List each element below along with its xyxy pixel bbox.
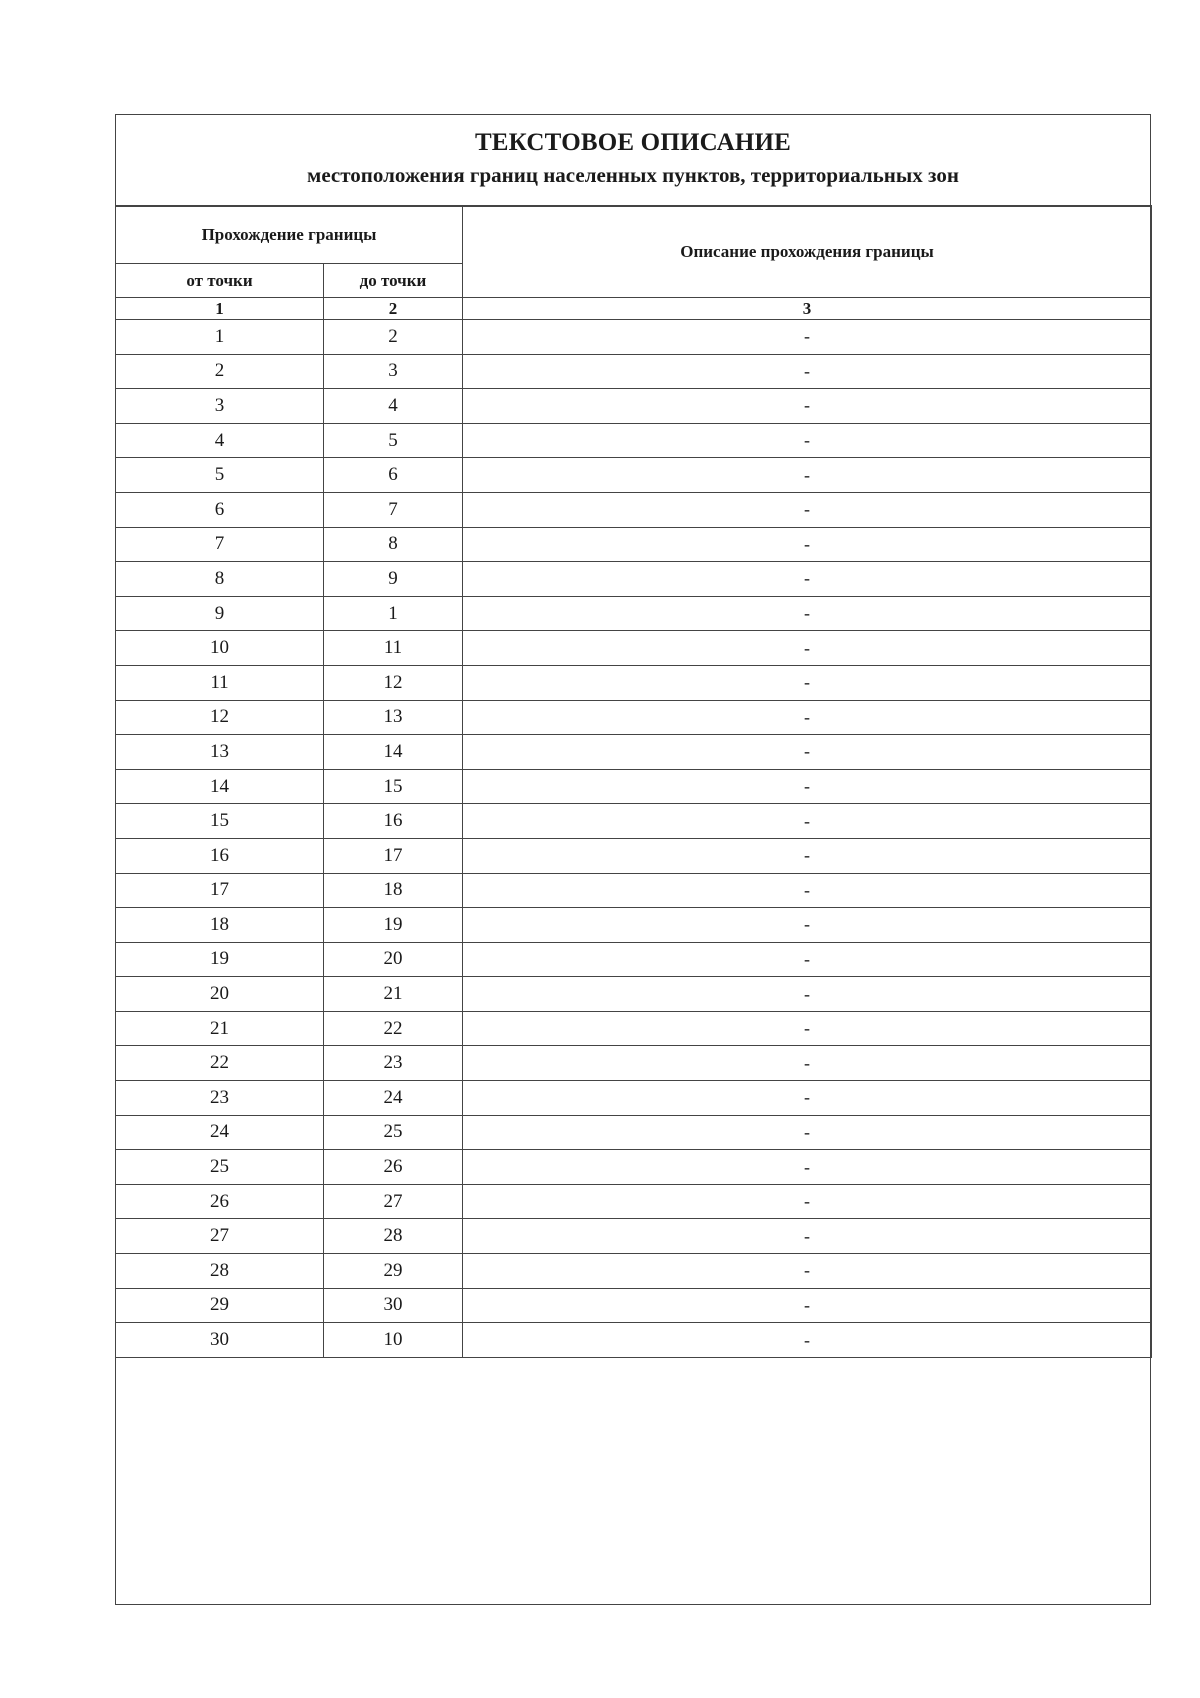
cell-from-point: 2 — [116, 354, 324, 389]
cell-to-point: 15 — [324, 769, 463, 804]
cell-to-point: 22 — [324, 1011, 463, 1046]
cell-description: - — [463, 838, 1152, 873]
cell-from-point: 1 — [116, 320, 324, 355]
table-row — [116, 838, 1152, 873]
table-row — [116, 1323, 1152, 1358]
cell-to-point: 26 — [324, 1150, 463, 1185]
cell-from-point: 4 — [116, 423, 324, 458]
cell-description: - — [463, 1081, 1152, 1116]
table-body — [116, 320, 1152, 1358]
cell-to-point: 8 — [324, 527, 463, 562]
table-row — [116, 1081, 1152, 1116]
cell-from-point: 8 — [116, 562, 324, 597]
table-row — [116, 735, 1152, 770]
cell-to-point: 13 — [324, 700, 463, 735]
header-to-point: до точки — [324, 264, 463, 298]
cell-from-point: 18 — [116, 908, 324, 943]
cell-description: - — [463, 1323, 1152, 1358]
cell-to-point: 1 — [324, 596, 463, 631]
table-row — [116, 700, 1152, 735]
cell-from-point: 15 — [116, 804, 324, 839]
column-number-3: 3 — [463, 298, 1152, 320]
cell-from-point: 5 — [116, 458, 324, 493]
cell-from-point: 14 — [116, 769, 324, 804]
cell-to-point: 16 — [324, 804, 463, 839]
cell-from-point: 22 — [116, 1046, 324, 1081]
table-row — [116, 804, 1152, 839]
cell-to-point: 11 — [324, 631, 463, 666]
table-row — [116, 527, 1152, 562]
table-row — [116, 769, 1152, 804]
cell-description: - — [463, 1288, 1152, 1323]
cell-description: - — [463, 562, 1152, 597]
table-row — [116, 458, 1152, 493]
header-from-point: от точки — [116, 264, 324, 298]
cell-from-point: 13 — [116, 735, 324, 770]
table-row — [116, 1115, 1152, 1150]
cell-to-point: 30 — [324, 1288, 463, 1323]
cell-description: - — [463, 700, 1152, 735]
cell-from-point: 12 — [116, 700, 324, 735]
cell-to-point: 20 — [324, 942, 463, 977]
cell-from-point: 19 — [116, 942, 324, 977]
cell-from-point: 23 — [116, 1081, 324, 1116]
cell-description: - — [463, 389, 1152, 424]
table-row — [116, 873, 1152, 908]
table-row — [116, 1046, 1152, 1081]
cell-from-point: 24 — [116, 1115, 324, 1150]
cell-to-point: 18 — [324, 873, 463, 908]
table-row — [116, 1150, 1152, 1185]
cell-from-point: 21 — [116, 1011, 324, 1046]
table-row — [116, 942, 1152, 977]
table-row — [116, 1011, 1152, 1046]
cell-to-point: 17 — [324, 838, 463, 873]
cell-description: - — [463, 320, 1152, 355]
table-row — [116, 423, 1152, 458]
cell-description: - — [463, 1011, 1152, 1046]
cell-to-point: 7 — [324, 492, 463, 527]
cell-description: - — [463, 873, 1152, 908]
cell-from-point: 10 — [116, 631, 324, 666]
cell-from-point: 16 — [116, 838, 324, 873]
column-number-2: 2 — [324, 298, 463, 320]
cell-from-point: 11 — [116, 665, 324, 700]
cell-from-point: 6 — [116, 492, 324, 527]
cell-description: - — [463, 1254, 1152, 1289]
cell-from-point: 28 — [116, 1254, 324, 1289]
cell-description: - — [463, 1219, 1152, 1254]
cell-from-point: 26 — [116, 1184, 324, 1219]
table-row — [116, 596, 1152, 631]
cell-description: - — [463, 527, 1152, 562]
table-row — [116, 492, 1152, 527]
header-description: Описание прохождения границы — [463, 206, 1152, 298]
cell-to-point: 28 — [324, 1219, 463, 1254]
cell-to-point: 9 — [324, 562, 463, 597]
table-row — [116, 977, 1152, 1012]
header-boundary-passage: Прохождение границы — [116, 206, 463, 264]
cell-description: - — [463, 942, 1152, 977]
cell-description: - — [463, 1115, 1152, 1150]
cell-description: - — [463, 1150, 1152, 1185]
cell-description: - — [463, 908, 1152, 943]
cell-description: - — [463, 354, 1152, 389]
cell-to-point: 5 — [324, 423, 463, 458]
boundary-table — [115, 205, 1152, 1358]
cell-from-point: 7 — [116, 527, 324, 562]
cell-description: - — [463, 1184, 1152, 1219]
document-title: ТЕКСТОВОЕ ОПИСАНИЕ — [474, 129, 792, 156]
cell-to-point: 24 — [324, 1081, 463, 1116]
cell-to-point: 3 — [324, 354, 463, 389]
cell-to-point: 10 — [324, 1323, 463, 1358]
cell-to-point: 2 — [324, 320, 463, 355]
cell-description: - — [463, 631, 1152, 666]
cell-to-point: 23 — [324, 1046, 463, 1081]
cell-description: - — [463, 735, 1152, 770]
cell-description: - — [463, 492, 1152, 527]
cell-from-point: 29 — [116, 1288, 324, 1323]
cell-to-point: 4 — [324, 389, 463, 424]
cell-to-point: 27 — [324, 1184, 463, 1219]
title-box — [116, 115, 1150, 207]
table-row — [116, 1288, 1152, 1323]
table-row — [116, 631, 1152, 666]
cell-from-point: 30 — [116, 1323, 324, 1358]
cell-description: - — [463, 423, 1152, 458]
document-subtitle: местоположения границ населенных пунктов, территориальных зон — [307, 163, 959, 187]
cell-from-point: 20 — [116, 977, 324, 1012]
cell-to-point: 19 — [324, 908, 463, 943]
column-number-1: 1 — [116, 298, 324, 320]
cell-from-point: 27 — [116, 1219, 324, 1254]
table-row — [116, 1184, 1152, 1219]
table-row — [116, 665, 1152, 700]
table-row — [116, 908, 1152, 943]
cell-description: - — [463, 596, 1152, 631]
cell-description: - — [463, 665, 1152, 700]
cell-from-point: 9 — [116, 596, 324, 631]
cell-from-point: 25 — [116, 1150, 324, 1185]
cell-to-point: 14 — [324, 735, 463, 770]
cell-to-point: 12 — [324, 665, 463, 700]
cell-description: - — [463, 769, 1152, 804]
cell-description: - — [463, 977, 1152, 1012]
cell-description: - — [463, 1046, 1152, 1081]
cell-to-point: 21 — [324, 977, 463, 1012]
table-row — [116, 1254, 1152, 1289]
cell-to-point: 6 — [324, 458, 463, 493]
cell-description: - — [463, 804, 1152, 839]
cell-description: - — [463, 458, 1152, 493]
table-row — [116, 320, 1152, 355]
cell-to-point: 25 — [324, 1115, 463, 1150]
table-row — [116, 562, 1152, 597]
cell-from-point: 3 — [116, 389, 324, 424]
table-row — [116, 354, 1152, 389]
cell-to-point: 29 — [324, 1254, 463, 1289]
table-row — [116, 1219, 1152, 1254]
table-row — [116, 389, 1152, 424]
cell-from-point: 17 — [116, 873, 324, 908]
document-frame — [115, 114, 1151, 1605]
